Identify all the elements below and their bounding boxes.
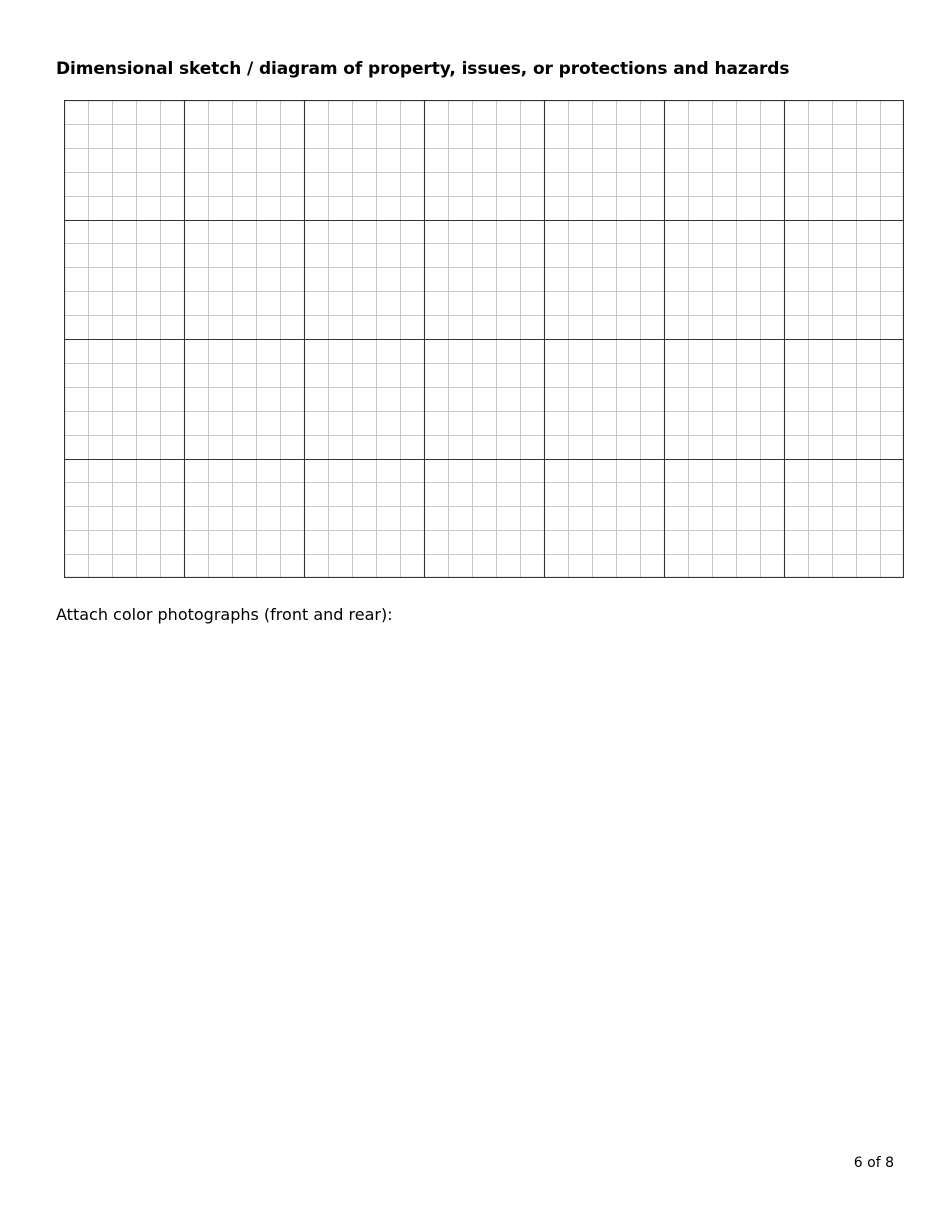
- sketch-grid-area[interactable]: [64, 100, 904, 578]
- photos-instruction-label: Attach color photographs (front and rear):: [56, 605, 393, 624]
- sketch-section-heading: Dimensional sketch / diagram of property, issues, or protections and hazards: [56, 59, 790, 79]
- page-number: 6 of 8: [853, 1155, 894, 1171]
- photo-attachment-area[interactable]: [56, 640, 894, 1120]
- graph-paper-grid[interactable]: [64, 100, 904, 578]
